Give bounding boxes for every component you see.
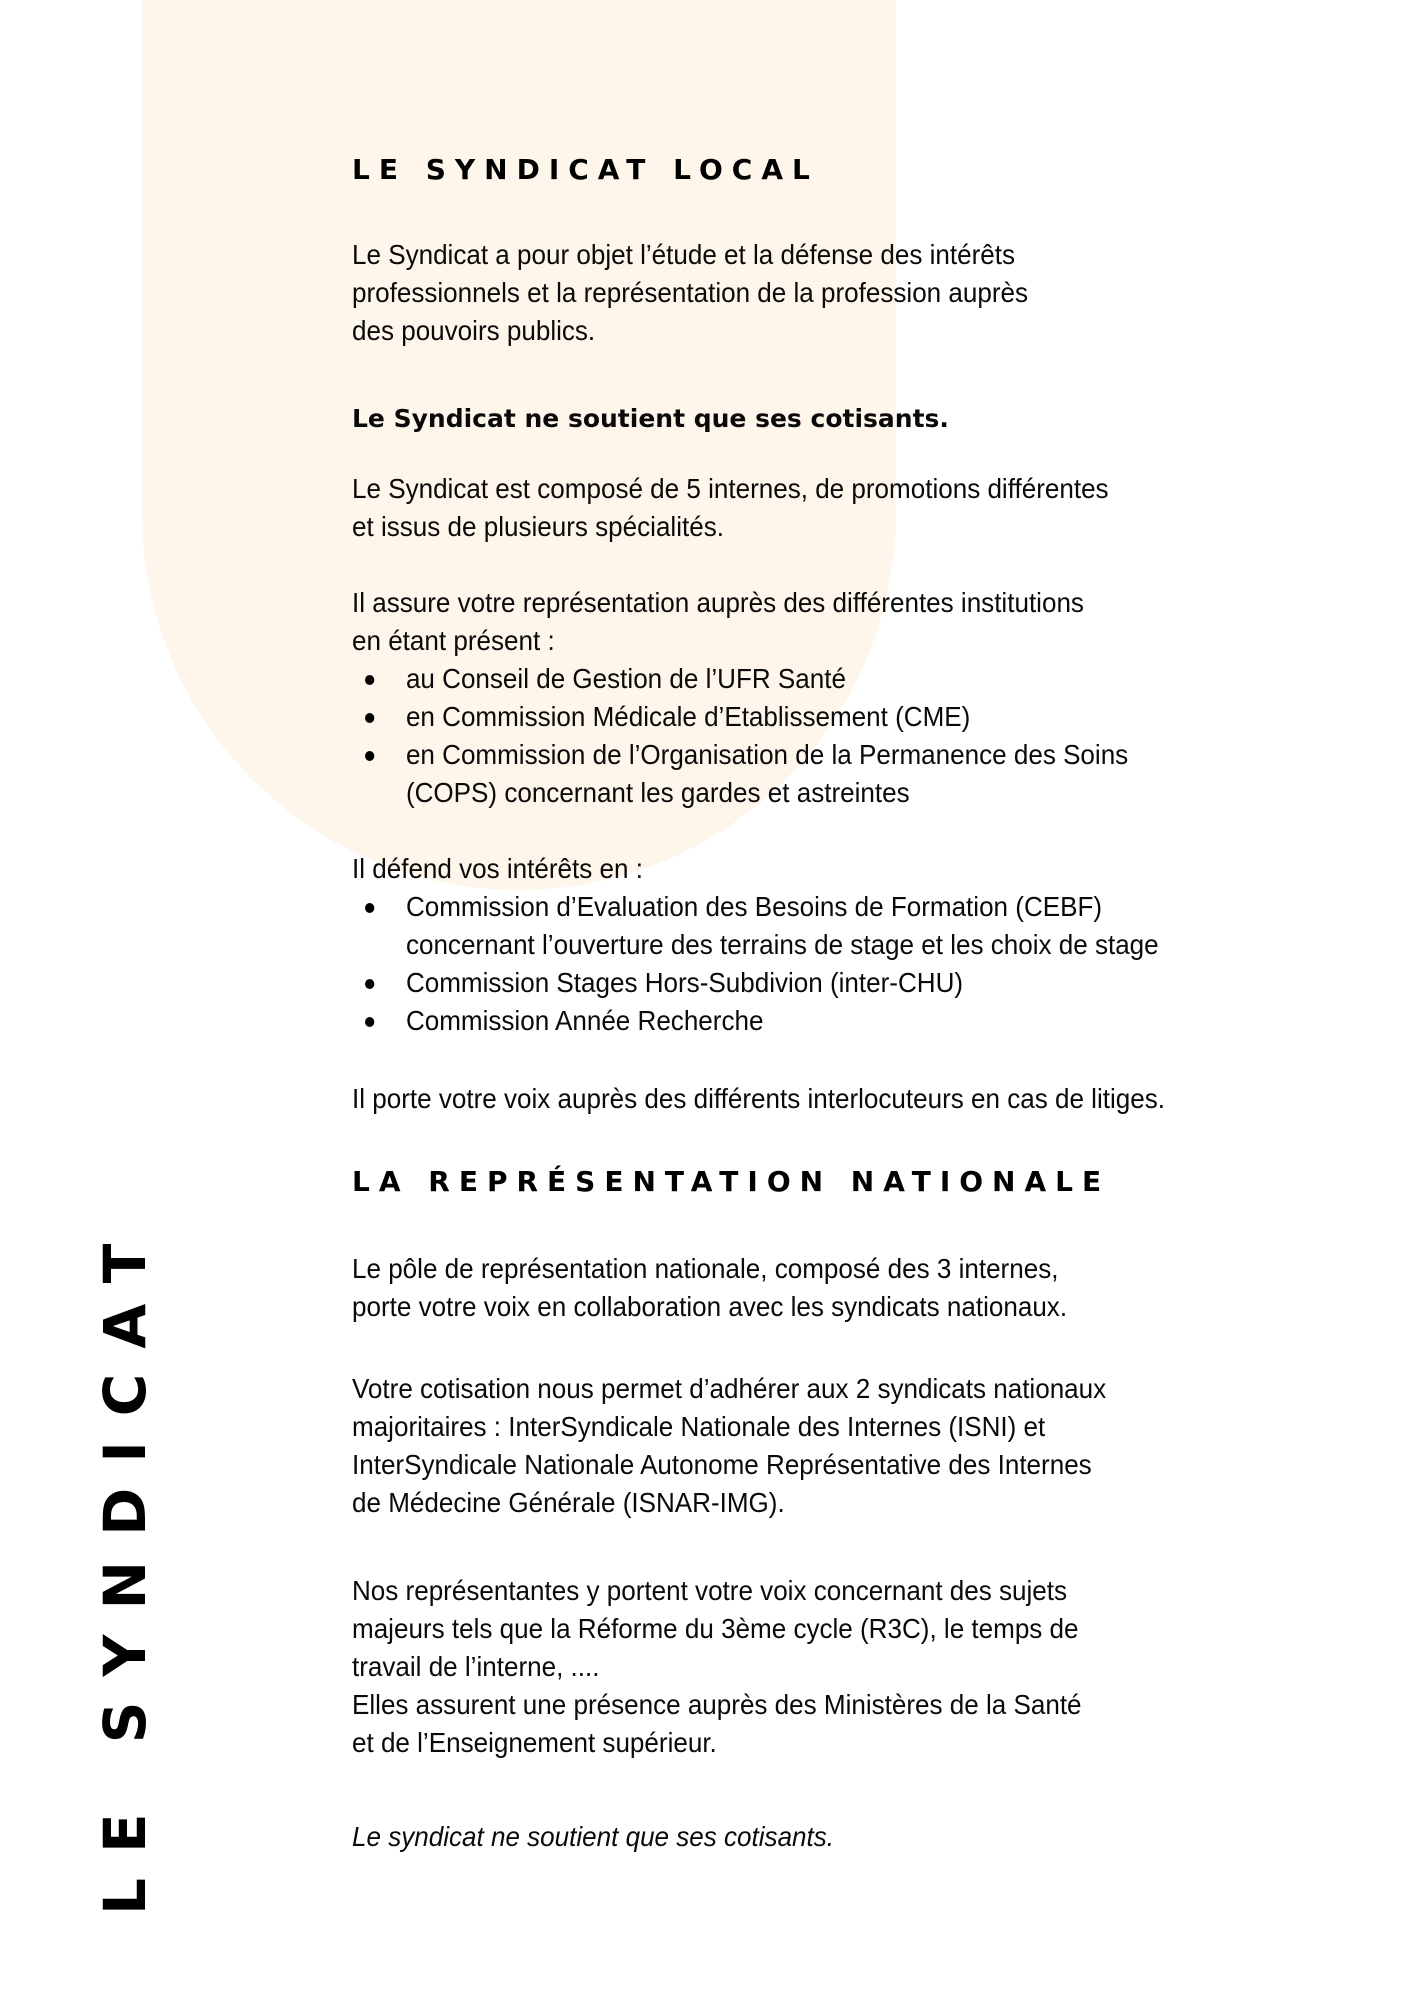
text-line: Le pôle de représentation nationale, composé des 3 internes,	[352, 1253, 1059, 1284]
text-line: Le Syndicat a pour objet l’étude et la défense des intérêts	[352, 239, 1016, 270]
bullet-icon	[365, 903, 374, 913]
paragraph-intro	[352, 236, 1028, 350]
list-item-text: en Commission de l’Organisation de la Permanence des Soins	[405, 739, 1129, 770]
text-line: de Médecine Générale (ISNAR-IMG).	[352, 1487, 785, 1518]
bullet-icon	[365, 751, 374, 761]
bullet-icon	[365, 713, 374, 723]
side-vertical-title: LE SYNDICAT	[91, 1218, 159, 1915]
bullet-icon	[365, 1017, 374, 1027]
text-line: InterSyndicale Nationale Autonome Représentative des Internes	[352, 1449, 1092, 1480]
list-item	[352, 736, 1128, 812]
list-item-text: Commission d’Evaluation des Besoins de Formation (CEBF)	[405, 891, 1103, 922]
text-line: travail de l’interne, ....	[352, 1651, 600, 1682]
bullet-icon	[365, 979, 374, 989]
paragraph-cotisation	[352, 1370, 1106, 1522]
text-line: majeurs tels que la Réforme du 3ème cycle (R3C), le temps de	[352, 1613, 1079, 1644]
text-line: des pouvoirs publics.	[352, 315, 596, 346]
text-line: Elles assurent une présence auprès des Ministères de la Santé	[352, 1689, 1082, 1720]
paragraph-pole	[352, 1250, 1067, 1326]
bold-note: Le Syndicat ne soutient que ses cotisants.	[352, 404, 949, 433]
list-item	[352, 964, 1159, 1002]
text-line: Votre cotisation nous permet d’adhérer aux 2 syndicats nationaux	[352, 1373, 1107, 1404]
section-heading-national: LA REPRÉSENTATION NATIONALE	[352, 1165, 1111, 1198]
list-item	[352, 660, 1128, 698]
list-item-text: au Conseil de Gestion de l’UFR Santé	[405, 663, 846, 694]
list-item	[352, 698, 1128, 736]
section-heading-local: LE SYNDICAT LOCAL	[352, 153, 819, 186]
text-line: majoritaires : InterSyndicale Nationale des Internes (ISNI) et	[352, 1411, 1046, 1442]
text-line: Le Syndicat est composé de 5 internes, de promotions différentes	[352, 473, 1109, 504]
paragraph-representation-intro	[352, 584, 1084, 660]
list-item-text: concernant l’ouverture des terrains de stage et les choix de stage	[405, 929, 1159, 960]
text-line: Nos représentantes y portent votre voix concernant des sujets	[352, 1575, 1068, 1606]
text-line: en étant présent :	[352, 625, 555, 656]
text-line: et de l’Enseignement supérieur.	[352, 1727, 717, 1758]
list-item	[352, 1002, 1159, 1040]
paragraph-litiges: Il porte votre voix auprès des différents interlocuteurs en cas de litiges.	[352, 1083, 1165, 1114]
list-item	[352, 888, 1159, 964]
italic-note: Le syndicat ne soutient que ses cotisants.	[352, 1821, 835, 1852]
paragraph-composition	[352, 470, 1109, 546]
list-item-text: (COPS) concernant les gardes et astreintes	[405, 777, 910, 808]
text-line: professionnels et la représentation de la profession auprès	[352, 277, 1029, 308]
bullet-icon	[365, 675, 374, 685]
paragraph-representantes	[352, 1572, 1082, 1762]
list-item-text: Commission Stages Hors-Subdivion (inter-CHU)	[405, 967, 964, 998]
representation-list	[352, 660, 1128, 812]
text-line: Il assure votre représentation auprès des différentes institutions	[352, 587, 1084, 618]
text-line: et issus de plusieurs spécialités.	[352, 511, 724, 542]
paragraph-defense-intro: Il défend vos intérêts en :	[352, 853, 643, 884]
list-item-text: en Commission Médicale d’Etablissement (CME)	[405, 701, 971, 732]
list-item-text: Commission Année Recherche	[405, 1005, 764, 1036]
defense-list	[352, 888, 1159, 1040]
text-line: porte votre voix en collaboration avec les syndicats nationaux.	[352, 1291, 1068, 1322]
